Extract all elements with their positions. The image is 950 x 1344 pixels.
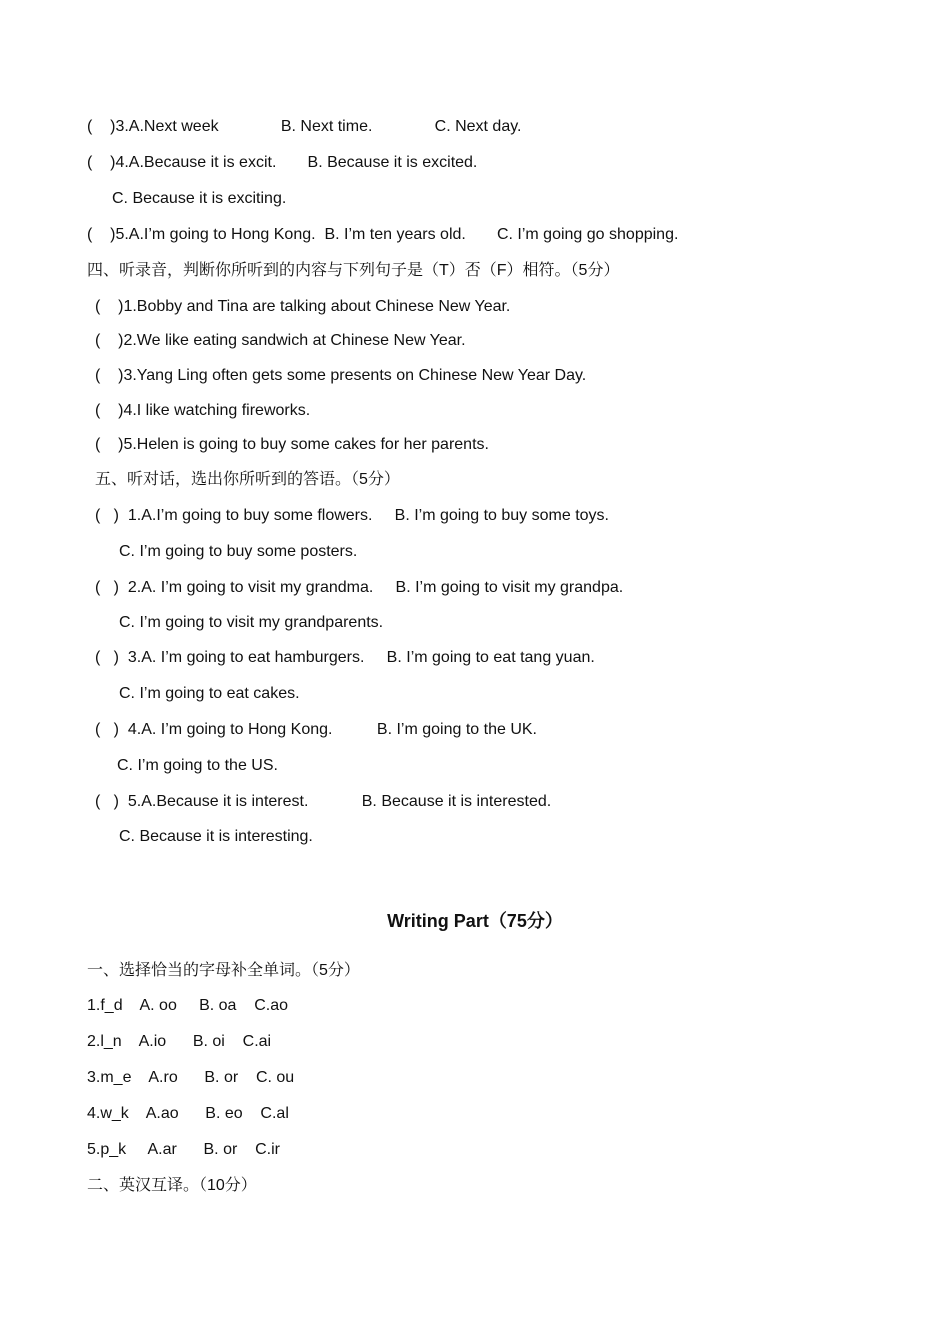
writing2-heading: 二、英汉互译。（10分） bbox=[87, 1177, 257, 1194]
section4-item: ( )2.We like eating sandwich at Chinese New Year. bbox=[95, 332, 466, 349]
section5-q5: ( ) 5.A.Because it is interest. B. Because it is interested. bbox=[95, 793, 552, 810]
writing-part-title: Writing Part（75分） bbox=[387, 911, 563, 931]
section5-q1: ( ) 1.A.I’m going to buy some flowers. B. I’m going to buy some toys. bbox=[95, 507, 609, 524]
section5-q4: ( ) 4.A. I’m going to Hong Kong. B. I’m going to the UK. bbox=[95, 721, 537, 738]
section5-q5-option-c: C. Because it is interesting. bbox=[119, 828, 313, 845]
section5-q1-option-c: C. I’m going to buy some posters. bbox=[119, 543, 358, 560]
writing1-item: 1.f_d A. oo B. oa C.ao bbox=[87, 997, 289, 1014]
writing1-item: 3.m_e A.ro B. or C. ou bbox=[87, 1069, 295, 1086]
writing1-item: 4.w_k A.ao B. eo C.al bbox=[87, 1105, 289, 1122]
listening-q3: ( )3.A.Next week B. Next time. C. Next day. bbox=[87, 118, 522, 135]
listening-q5: ( )5.A.I’m going to Hong Kong. B. I’m ten years old. C. I’m going go shopping. bbox=[87, 226, 679, 243]
writing1-item: 2.l_n A.io B. oi C.ai bbox=[87, 1033, 272, 1050]
section5-q2-option-c: C. I’m going to visit my grandparents. bbox=[119, 614, 384, 631]
section5-q3-option-c: C. I’m going to eat cakes. bbox=[119, 685, 300, 702]
listening-q4-option-c: C. Because it is exciting. bbox=[112, 190, 287, 207]
section5-q3: ( ) 3.A. I’m going to eat hamburgers. B. I’m going to eat tang yuan. bbox=[95, 649, 595, 666]
section4-item: ( )4.I like watching fireworks. bbox=[95, 402, 311, 419]
section5-heading: 五、听对话，选出你所听到的答语。（5分） bbox=[95, 471, 400, 488]
section5-q2: ( ) 2.A. I’m going to visit my grandma. B. I’m going to visit my grandpa. bbox=[95, 579, 624, 596]
listening-q4: ( )4.A.Because it is excit. B. Because it is excited. bbox=[87, 154, 478, 171]
section4-item: ( )5.Helen is going to buy some cakes for her parents. bbox=[95, 436, 489, 453]
section4-item: ( )3.Yang Ling often gets some presents on Chinese New Year Day. bbox=[95, 367, 587, 384]
section5-q4-option-c: C. I’m going to the US. bbox=[117, 757, 278, 774]
writing1-heading: 一、选择恰当的字母补全单词。（5分） bbox=[87, 962, 360, 979]
section4-heading: 四、听录音，判断你所听到的内容与下列句子是（T）否（F）相符。（5分） bbox=[87, 262, 620, 279]
section4-item: ( )1.Bobby and Tina are talking about Chinese New Year. bbox=[95, 298, 511, 315]
writing1-item: 5.p_k A.ar B. or C.ir bbox=[87, 1141, 280, 1158]
